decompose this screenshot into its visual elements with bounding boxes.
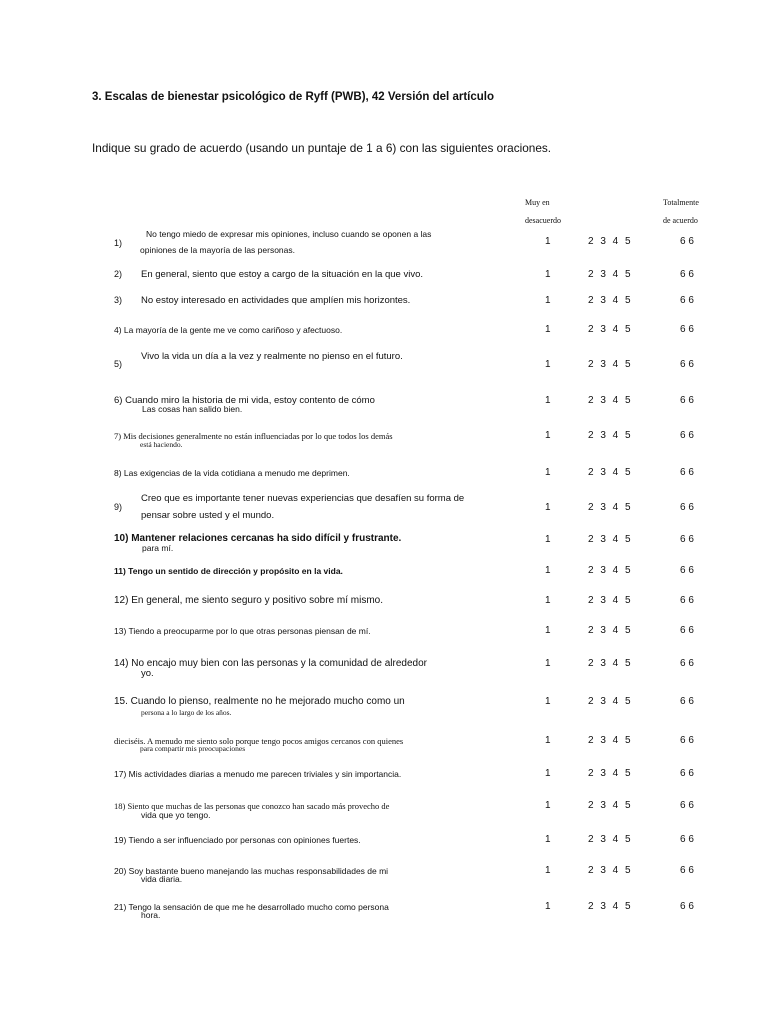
scale-middle: 2 3 4 5 bbox=[588, 735, 633, 746]
scale-last: 6 6 bbox=[680, 696, 694, 707]
scale-first: 1 bbox=[545, 768, 551, 779]
scale-first: 1 bbox=[545, 565, 551, 576]
scale-first: 1 bbox=[545, 467, 551, 478]
scale-middle: 2 3 4 5 bbox=[588, 696, 633, 707]
scale-last: 6 6 bbox=[680, 359, 694, 370]
scale-first: 1 bbox=[545, 236, 551, 247]
item-text: 20) Soy bastante bueno manejando las muchas responsabilidades de mi bbox=[114, 866, 389, 876]
item-number: 1) bbox=[114, 238, 123, 248]
item-text: Vivo la vida un día a la vez y realmente no pienso en el futuro. bbox=[141, 351, 403, 362]
item-text: 15. Cuando lo pienso, realmente no he mejorado mucho como un bbox=[114, 696, 405, 707]
scale-last: 6 6 bbox=[680, 502, 694, 513]
scale-first: 1 bbox=[545, 834, 551, 845]
item-text: 14) No encajo muy bien con las personas y la comunidad de alrededor bbox=[114, 658, 427, 669]
scale-middle: 2 3 4 5 bbox=[588, 565, 633, 576]
scale-last: 6 6 bbox=[680, 800, 694, 811]
scale-middle: 2 3 4 5 bbox=[588, 269, 633, 280]
item-text: No tengo miedo de expresar mis opiniones, incluso cuando se oponen a las bbox=[146, 229, 432, 239]
instructions: Indique su grado de acuerdo (usando un puntaje de 1 a 6) con las siguientes oraciones. bbox=[92, 141, 552, 155]
scale-middle: 2 3 4 5 bbox=[588, 865, 633, 876]
scale-middle: 2 3 4 5 bbox=[588, 395, 633, 406]
item-text-cont: hora. bbox=[141, 910, 161, 920]
item-text: No estoy interesado en actividades que amplíen mis horizontes. bbox=[141, 295, 411, 306]
item-text: 18) Siento que muchas de las personas que conozco han sacado más provecho de bbox=[114, 801, 390, 811]
scale-middle: 2 3 4 5 bbox=[588, 625, 633, 636]
scale-first: 1 bbox=[545, 800, 551, 811]
scale-first: 1 bbox=[545, 901, 551, 912]
item-text-cont: para mí. bbox=[142, 543, 174, 553]
item-text-cont: yo. bbox=[141, 668, 154, 679]
item-text-cont: vida diaria. bbox=[141, 874, 183, 884]
scale-first: 1 bbox=[545, 595, 551, 606]
item-text: 4) La mayoría de la gente me ve como cariñoso y afectuoso. bbox=[114, 325, 343, 335]
scale-middle: 2 3 4 5 bbox=[588, 534, 633, 545]
scale-first: 1 bbox=[545, 324, 551, 335]
scale-last: 6 6 bbox=[680, 395, 694, 406]
header-disagree-line1: Muy en bbox=[525, 198, 550, 207]
scale-last: 6 6 bbox=[680, 295, 694, 306]
header-disagree-line2: desacuerdo bbox=[525, 216, 561, 225]
scale-middle: 2 3 4 5 bbox=[588, 595, 633, 606]
item-text: 10) Mantener relaciones cercanas ha sido difícil y frustrante. bbox=[114, 533, 402, 544]
item-text: 11) Tengo un sentido de dirección y propósito en la vida. bbox=[114, 566, 343, 576]
scale-last: 6 6 bbox=[680, 565, 694, 576]
scale-first: 1 bbox=[545, 295, 551, 306]
item-text: 17) Mis actividades diarias a menudo me parecen triviales y sin importancia. bbox=[114, 769, 402, 779]
scale-last: 6 6 bbox=[680, 768, 694, 779]
scale-last: 6 6 bbox=[680, 735, 694, 746]
item-text: Creo que es importante tener nuevas experiencias que desafíen su forma de bbox=[141, 493, 465, 504]
scale-middle: 2 3 4 5 bbox=[588, 324, 633, 335]
item-text: 7) Mis decisiones generalmente no están influenciadas por lo que todos los demás bbox=[114, 431, 393, 441]
scale-middle: 2 3 4 5 bbox=[588, 430, 633, 441]
item-text: 12) En general, me siento seguro y positivo sobre mí mismo. bbox=[114, 595, 384, 606]
item-text-cont: vida que yo tengo. bbox=[141, 810, 211, 820]
item-text: dieciséis. A menudo me siento solo porque tengo pocos amigos cercanos con quienes bbox=[114, 736, 404, 746]
item-text-cont: opiniones de la mayoría de las personas. bbox=[140, 245, 295, 255]
scale-last: 6 6 bbox=[680, 834, 694, 845]
item-number: 3) bbox=[114, 295, 123, 305]
scale-last: 6 6 bbox=[680, 324, 694, 335]
scale-first: 1 bbox=[545, 625, 551, 636]
scale-first: 1 bbox=[545, 865, 551, 876]
scale-middle: 2 3 4 5 bbox=[588, 800, 633, 811]
scale-middle: 2 3 4 5 bbox=[588, 834, 633, 845]
scale-first: 1 bbox=[545, 658, 551, 669]
item-text: En general, siento que estoy a cargo de la situación en la que vivo. bbox=[141, 269, 424, 280]
scale-middle: 2 3 4 5 bbox=[588, 295, 633, 306]
item-text-cont: para compartir mis preocupaciones bbox=[140, 744, 246, 753]
item-number: 9) bbox=[114, 502, 123, 512]
item-text-cont: persona a lo largo de los años. bbox=[141, 708, 232, 717]
scale-first: 1 bbox=[545, 696, 551, 707]
scale-middle: 2 3 4 5 bbox=[588, 236, 633, 247]
item-text: 6) Cuando miro la historia de mi vida, estoy contento de cómo bbox=[114, 395, 375, 406]
scale-last: 6 6 bbox=[680, 595, 694, 606]
header-agree-line2: de acuerdo bbox=[663, 216, 698, 225]
scale-first: 1 bbox=[545, 534, 551, 545]
scale-middle: 2 3 4 5 bbox=[588, 467, 633, 478]
header-agree bbox=[663, 194, 699, 230]
scale-last: 6 6 bbox=[680, 658, 694, 669]
item-text-cont: Las cosas han salido bien. bbox=[142, 404, 243, 414]
scale-last: 6 6 bbox=[680, 625, 694, 636]
item-text: 19) Tiendo a ser influenciado por personas con opiniones fuertes. bbox=[114, 835, 361, 845]
scale-first: 1 bbox=[545, 502, 551, 513]
scale-first: 1 bbox=[545, 735, 551, 746]
scale-middle: 2 3 4 5 bbox=[588, 768, 633, 779]
item-text-cont: pensar sobre usted y el mundo. bbox=[141, 510, 275, 521]
scale-first: 1 bbox=[545, 269, 551, 280]
item-text: 8) Las exigencias de la vida cotidiana a menudo me deprimen. bbox=[114, 468, 350, 478]
scale-middle: 2 3 4 5 bbox=[588, 658, 633, 669]
item-text: 13) Tiendo a preocuparme por lo que otras personas piensan de mí. bbox=[114, 626, 371, 636]
scale-last: 6 6 bbox=[680, 236, 694, 247]
scale-last: 6 6 bbox=[680, 901, 694, 912]
scale-last: 6 6 bbox=[680, 430, 694, 441]
header-agree-line1: Totalmente bbox=[663, 198, 699, 207]
scale-last: 6 6 bbox=[680, 269, 694, 280]
header-disagree bbox=[525, 194, 561, 230]
section-title: 3. Escalas de bienestar psicológico de Ryff (PWB), 42 Versión del artículo bbox=[92, 91, 494, 103]
scale-middle: 2 3 4 5 bbox=[588, 359, 633, 370]
item-text-cont: está haciendo. bbox=[140, 440, 183, 449]
scale-last: 6 6 bbox=[680, 534, 694, 545]
item-number: 2) bbox=[114, 269, 123, 279]
scale-middle: 2 3 4 5 bbox=[588, 502, 633, 513]
scale-last: 6 6 bbox=[680, 467, 694, 478]
item-text: 21) Tengo la sensación de que me he desarrollado mucho como persona bbox=[114, 902, 389, 912]
scale-first: 1 bbox=[545, 359, 551, 370]
scale-first: 1 bbox=[545, 395, 551, 406]
scale-middle: 2 3 4 5 bbox=[588, 901, 633, 912]
scale-last: 6 6 bbox=[680, 865, 694, 876]
scale-first: 1 bbox=[545, 430, 551, 441]
item-number: 5) bbox=[114, 359, 123, 369]
